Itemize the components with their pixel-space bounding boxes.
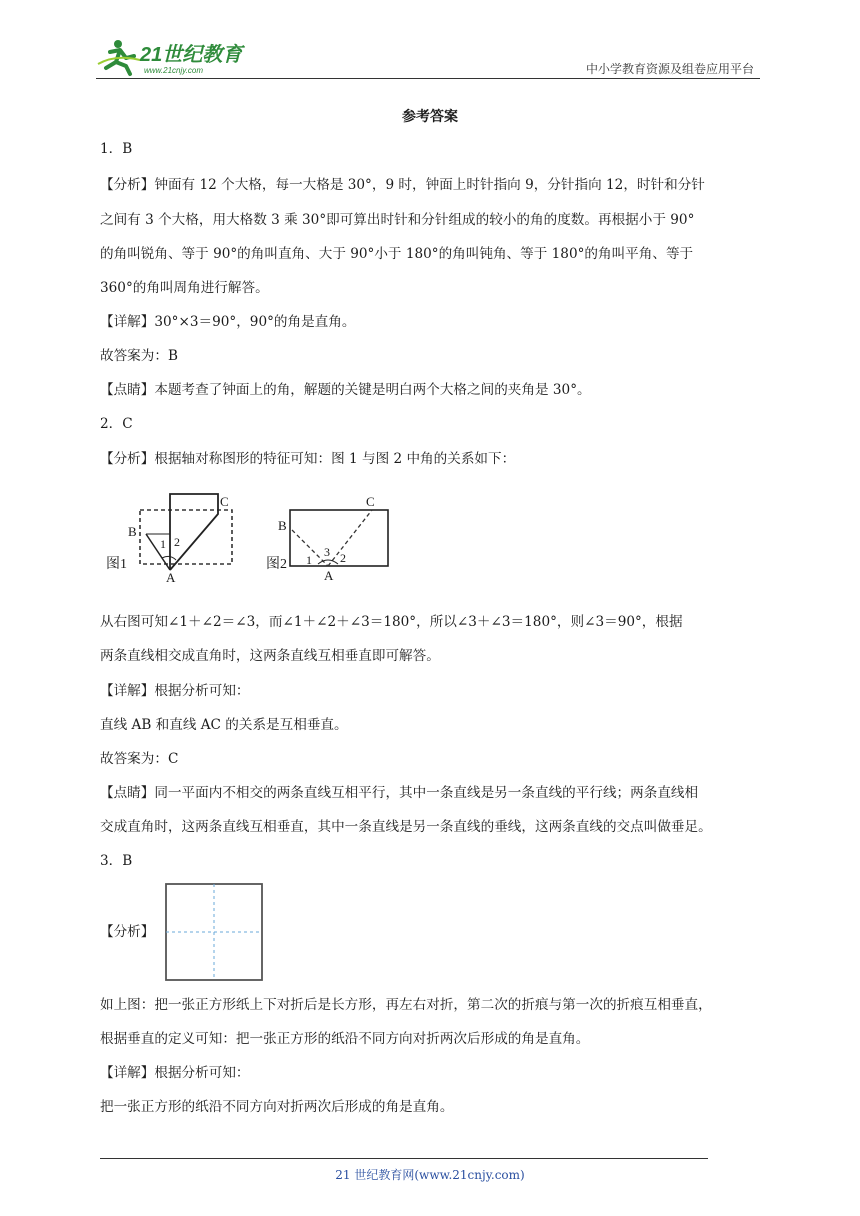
site-logo — [96, 34, 256, 78]
q2-conclusion: 故答案为：C — [100, 751, 179, 767]
q1-analysis-line: 之间有 3 个大格，用大格数 3 乘 30°即可算出时针和分针组成的较小的角的度数。再根据小于 90° — [100, 212, 695, 228]
q1-analysis-line: 的角叫锐角、等于 90°的角叫直角、大于 90°小于 180°的角叫钝角、等于 180°的角叫平角、等于 — [100, 246, 694, 262]
fig2-label-a: A — [324, 568, 334, 583]
q2-answer: 2．C — [100, 416, 133, 432]
q1-analysis-line: 360°的角叫周角进行解答。 — [100, 280, 269, 296]
fig2-angle-1: 1 — [306, 553, 312, 567]
q3-detail-2: 把一张正方形的纸沿不同方向对折两次后形成的角是直角。 — [100, 1099, 454, 1115]
q2-note-line: 交成直角时，这两条直线互相垂直，其中一条直线是另一条直线的垂线，这两条直线的交点叫做垂足。 — [100, 819, 712, 835]
fig1-label-b: B — [128, 524, 137, 539]
footer-divider — [100, 1158, 708, 1159]
fig2-angle-3: 3 — [324, 545, 330, 559]
q2-note-line: 【点睛】同一平面内不相交的两条直线互相平行，其中一条直线是另一条直线的平行线；两条直线相 — [100, 785, 699, 801]
q1-analysis-line: 【分析】钟面有 12 个大格，每一大格是 30°，9 时，钟面上时针指向 9，分针指向 12，时针和分针 — [100, 177, 705, 193]
fig2-caption: 图2 — [266, 557, 287, 572]
q2-detail: 【详解】根据分析可知： — [100, 683, 250, 699]
fig1-caption: 图1 — [106, 557, 127, 572]
fig1-dashed-rect — [140, 510, 232, 564]
q2-detail-2: 直线 AB 和直线 AC 的关系是互相垂直。 — [100, 717, 348, 733]
fig1-label-a: A — [166, 570, 176, 584]
q1-answer: 1．B — [100, 141, 133, 157]
q1-detail: 【详解】30°×3＝90°，90°的角是直角。 — [100, 314, 356, 330]
q3-analysis-label: 【分析】 — [100, 924, 155, 940]
q1-note: 【点睛】本题考查了钟面上的角，解题的关键是明白两个大格之间的夹角是 30°。 — [100, 382, 591, 398]
q2-text-line: 两条直线相交成直角时，这两条直线互相垂直即可解答。 — [100, 648, 440, 664]
logo-url: www.21cnjy.com — [144, 66, 203, 75]
q2-analysis: 【分析】根据轴对称图形的特征可知：图 1 与图 2 中角的关系如下： — [100, 451, 516, 467]
fig1-angle-1: 1 — [160, 537, 166, 551]
fold-figures — [100, 488, 400, 584]
fig2-label-c: C — [366, 494, 375, 509]
fig2-dashed-ac — [328, 510, 372, 566]
fig1-angle-2: 2 — [174, 535, 180, 549]
q3-text-line: 根据垂直的定义可知：把一张正方形的纸沿不同方向对折两次后形成的角是直角。 — [100, 1031, 590, 1047]
fig2-label-b: B — [278, 518, 287, 533]
logo-text: 21世纪教育 — [140, 44, 243, 66]
page-title: 参考答案 — [402, 109, 458, 125]
q3-detail: 【详解】根据分析可知： — [100, 1065, 250, 1081]
folded-square-figure — [160, 880, 268, 984]
fig1-folded-flap — [170, 494, 218, 570]
q2-text-line: 从右图可知∠1＋∠2＝∠3，而∠1＋∠2＋∠3＝180°，所以∠3＋∠3＝180°，则∠3＝90°，根据 — [100, 614, 683, 630]
fig2-angle-2: 2 — [340, 551, 346, 565]
platform-name: 中小学教育资源及组卷应用平台 — [585, 62, 754, 76]
fig2-rect — [290, 510, 388, 566]
page-header — [96, 34, 760, 79]
q3-answer: 3．B — [100, 853, 133, 869]
q1-conclusion: 故答案为：B — [100, 348, 178, 364]
q3-text-line: 如上图：把一张正方形纸上下对折后是长方形，再左右对折，第二次的折痕与第一次的折痕互相垂直， — [100, 997, 712, 1013]
fig1-label-c: C — [220, 494, 229, 509]
footer-link[interactable]: 21 世纪教育网(www.21cnjy.com) — [335, 1168, 525, 1182]
